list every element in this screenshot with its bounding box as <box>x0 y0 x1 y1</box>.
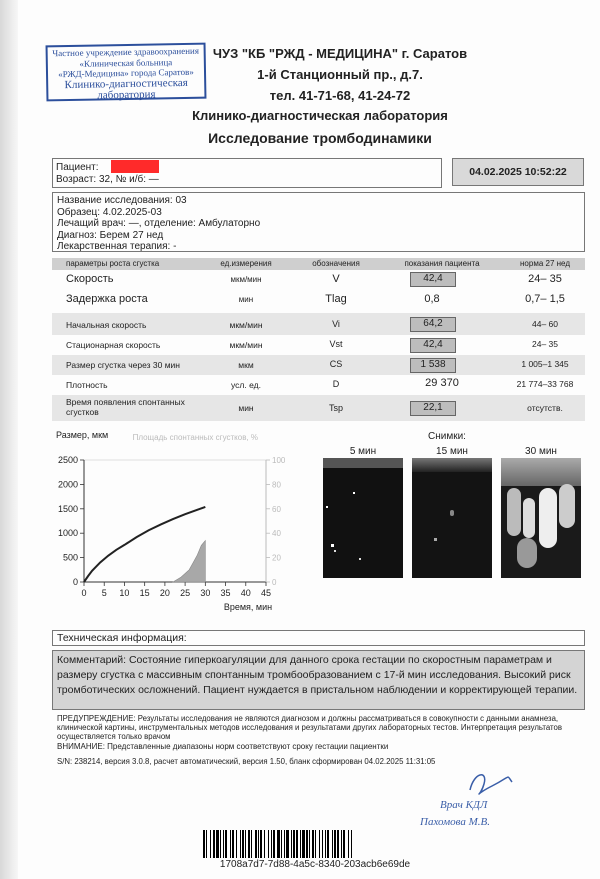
param-norm: 24– 35 <box>532 339 558 349</box>
param-unit: мкм/мин <box>229 340 263 350</box>
param-symbol: Tlag <box>325 293 347 305</box>
param-symbol: Vst <box>329 339 343 349</box>
comment-box: Комментарий: Состояние гиперкоагуляции для данного срока гестации по скоростным параметрам и размеру сгустка с массивным спонтанным тромбообразованием с 17-й мин исследования. Высокий риск тромботических осложнений. Пациент нуждается в пристальном наблюдении и корректирующей терапии. <box>52 650 585 710</box>
param-norm: 21 774–33 768 <box>516 379 574 389</box>
y-tick-label: 1000 <box>57 528 78 539</box>
y2-tick-label: 80 <box>272 480 281 490</box>
signature-name: Пахомова М.В. <box>420 816 490 828</box>
snapshots-title: Снимки: <box>428 431 466 442</box>
snapshot-edge <box>323 458 403 468</box>
y2-tick-label: 60 <box>272 504 281 514</box>
column-header: норма 27 нед <box>520 259 570 268</box>
table-row <box>52 355 585 375</box>
y-tick-label: 2000 <box>57 479 78 490</box>
param-symbol: CS <box>329 359 343 369</box>
barcode <box>203 830 428 858</box>
barcode-bar <box>352 830 353 858</box>
snapshot-30min <box>501 458 581 578</box>
y2-tick-label: 0 <box>272 578 277 587</box>
lab-name: Клинико-диагностическая лаборатория <box>192 108 448 123</box>
particle <box>326 506 328 508</box>
plot-frame <box>84 460 266 582</box>
particle <box>331 544 334 547</box>
y-tick-label: 1500 <box>57 503 78 514</box>
param-value: 42,4 <box>410 338 456 353</box>
stamp-line: Частное учреждение здравоохранения <box>52 45 200 59</box>
tech-info-label: Техническая информация: <box>52 630 585 646</box>
param-unit: мкм/мин <box>230 275 262 284</box>
clot-blob <box>517 538 537 568</box>
param-norm: 1 005–1 345 <box>521 359 569 369</box>
column-header: ед.измерения <box>220 259 272 268</box>
x-tick-label: 0 <box>81 588 87 598</box>
snapshot-edge <box>412 458 492 472</box>
param-unit: мин <box>238 295 254 304</box>
scan-edge <box>0 0 18 879</box>
org-name: ЧУЗ "КБ "РЖД - МЕДИЦИНА" г. Саратов <box>212 46 468 61</box>
y2-tick-label: 100 <box>272 456 286 465</box>
stamp-line: лаборатория <box>97 87 156 102</box>
x-axis-label: Время, мин <box>223 602 273 612</box>
snapshot-label: 15 мин <box>436 446 468 457</box>
org-address: 1-й Станционный пр., д.7. <box>257 67 423 82</box>
param-value: 22,1 <box>410 401 456 416</box>
param-value: 64,2 <box>410 317 456 332</box>
x-tick-label: 40 <box>240 588 251 598</box>
x-tick-label: 30 <box>200 588 211 598</box>
snapshot-label: 5 мин <box>349 446 377 457</box>
clot-blob <box>507 488 521 536</box>
study-info <box>52 192 585 252</box>
param-symbol: V <box>332 273 340 285</box>
snapshot-15min <box>412 458 492 578</box>
param-norm: 24– 35 <box>528 273 562 285</box>
study-doctor: Лечащий врач: —, отделение: Амбулаторно <box>57 218 261 229</box>
column-header: показания пациента <box>404 259 480 268</box>
param-value: 29 370 <box>425 377 459 389</box>
serial-text: S/N: 238214, версия 3.0.8, расчет автоматический, версия 1.50, бланк сформирован 04.02.2025 11:31:05 <box>57 757 436 766</box>
clot-blob <box>523 498 535 538</box>
param-unit: мкм/мин <box>229 320 263 330</box>
table-row <box>52 395 585 421</box>
y2-tick-label: 20 <box>272 553 281 563</box>
page-title: Исследование тромбодинамики <box>208 130 432 146</box>
clot-blob <box>559 484 575 528</box>
study-diagnosis: Диагноз: Берем 27 нед <box>57 229 164 241</box>
param-unit: мин <box>238 403 254 413</box>
table-row <box>52 271 585 287</box>
param-unit: мкм <box>238 360 254 370</box>
clinic-stamp <box>46 43 207 102</box>
particle <box>334 550 336 552</box>
signature-role: Врач КДЛ <box>440 799 488 811</box>
param-symbol: Tsp <box>328 403 343 413</box>
patient-age: Возраст: 32, № и/б: — <box>56 174 159 185</box>
param-name: Стационарная скорость <box>66 340 161 350</box>
particle <box>434 538 437 541</box>
particle <box>450 510 454 516</box>
particle <box>353 492 355 494</box>
table-row <box>52 375 585 395</box>
param-norm: отсутств. <box>527 403 563 413</box>
spontaneous-clot-area <box>173 541 205 582</box>
clot-size-line <box>84 507 205 582</box>
x-tick-label: 25 <box>180 588 191 598</box>
org-phone: тел. 41-71-68, 41-24-72 <box>269 88 411 103</box>
x-tick-label: 10 <box>119 588 130 598</box>
x-tick-label: 20 <box>159 588 170 598</box>
x-tick-label: 5 <box>101 588 107 598</box>
report-datetime: 04.02.2025 10:52:22 <box>452 158 584 186</box>
patient-label: Пациент: <box>56 162 99 173</box>
param-name: Размер сгустка через 30 мин <box>66 360 181 370</box>
y2-tick-label: 40 <box>272 529 281 539</box>
param-norm: 0,7– 1,5 <box>525 293 565 305</box>
warning-text: ПРЕДУПРЕЖДЕНИЕ: Результаты исследования не являются диагнозом и должны рассматриваться в совокупности с данными анамнеза, клинической картины, инструментальных методов исследования и результатами других лабораторных тестов. Интерпретация результатов осуществляется только врачом <box>57 714 562 741</box>
particle <box>359 558 361 560</box>
param-unit: усл. ед. <box>231 380 261 390</box>
stamp-line: «Клиническая больница <box>79 56 173 69</box>
param-name: Плотность <box>66 380 108 390</box>
study-name: Название исследования: 03 <box>57 195 187 206</box>
column-header: параметры роста сгустка <box>66 259 160 268</box>
y-tick-label: 0 <box>72 577 78 587</box>
table-row <box>52 335 585 355</box>
param-name: Время появления спонтанных сгустков <box>66 397 185 417</box>
patient-box <box>52 158 442 188</box>
param-norm: 44– 60 <box>532 319 558 329</box>
param-value: 42,4 <box>410 272 456 287</box>
param-symbol: Vi <box>332 319 340 329</box>
x-tick-label: 35 <box>220 588 231 598</box>
y2-axis-label: Площадь спонтанных сгустков, % <box>132 433 258 442</box>
thrombus-growth-chart <box>52 428 320 620</box>
snapshot-edge <box>501 458 581 486</box>
snapshot-label: 30 мин <box>525 446 557 457</box>
clot-blob <box>539 488 557 548</box>
y-axis-label: Размер, мкм <box>56 430 109 440</box>
study-therapy: Лекарственная терапия: - <box>57 241 177 252</box>
param-name: Задержка роста <box>66 293 148 305</box>
attention-text: ВНИМАНИЕ: Представленные диапазоны норм соответствуют сроку гестации пациентки <box>57 742 389 751</box>
signature-scribble-icon <box>462 766 522 800</box>
y-tick-label: 500 <box>62 552 78 563</box>
snapshot-5min <box>323 458 403 578</box>
y-tick-label: 2500 <box>57 455 78 465</box>
redacted-name <box>111 160 159 173</box>
param-name: Скорость <box>66 273 114 285</box>
param-value: 0,8 <box>424 293 440 305</box>
column-header: обозначения <box>312 259 360 268</box>
study-sample: Образец: 4.02.2025-03 <box>57 206 162 218</box>
param-symbol: D <box>332 379 340 389</box>
x-tick-label: 45 <box>260 588 272 598</box>
param-name: Начальная скорость <box>66 320 147 330</box>
table-row <box>52 313 585 335</box>
x-tick-label: 15 <box>139 588 150 598</box>
table-header <box>52 258 585 270</box>
param-value: 1 538 <box>410 358 456 373</box>
stamp-line: Клинико-диагностическая <box>64 76 188 91</box>
table-row <box>52 290 585 308</box>
stamp-line: «РЖД-Медицина» города Саратов» <box>58 66 194 80</box>
barcode-text: 1708a7d7-7d88-4a5c-8340-203acb6e69de <box>219 859 411 870</box>
